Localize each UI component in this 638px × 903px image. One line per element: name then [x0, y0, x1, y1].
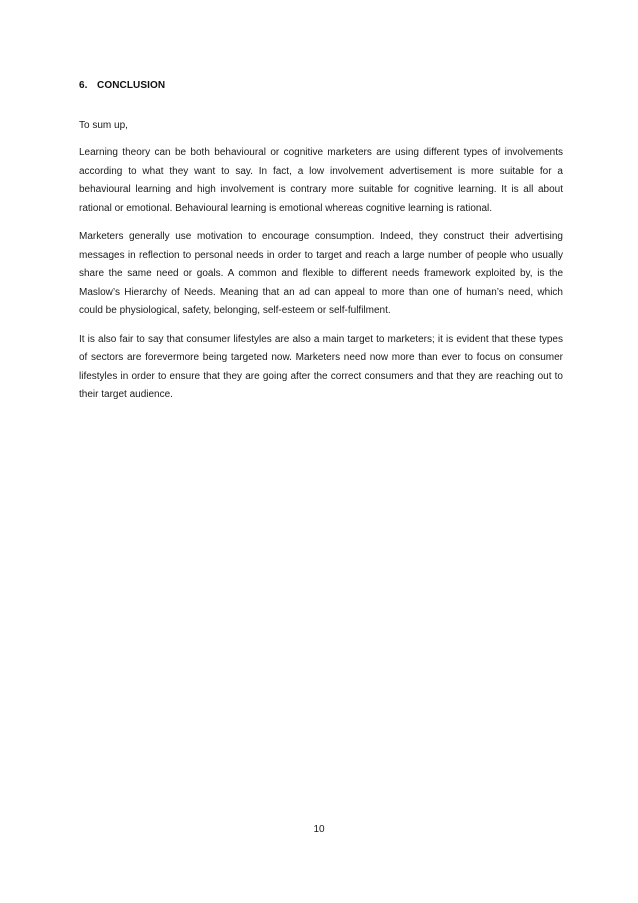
page-content — [79, 79, 563, 405]
intro-text: To sum up, — [79, 120, 128, 131]
paragraph-learning-theory: Learning theory can be both behavioural or cognitive marketers are using different types of involvements according to what they want to say. In fact, a low involvement advertisement is more suitable for a behavioural learning and high involvement is contrary more suitable for cognitive learning. It is all about rational or emotional. Behavioural learning is emotional whereas cognitive learning is rational. — [79, 147, 563, 214]
section-title: CONCLUSION — [97, 80, 166, 91]
paragraph-motivation: Marketers generally use motivation to encourage consumption. Indeed, they construct their advertising messages in reflection to personal needs in order to target and reach a large number of people who usually share the same need or goals. A common and flexible to different needs framework exploited by, is the Maslow’s Hierarchy of Needs. Meaning that an ad can appeal to more than one of human’s need, which could be physiological, safety, belonging, self-esteem or self-fulfilment. — [79, 231, 563, 316]
section-heading — [79, 79, 563, 93]
paragraph-lifestyles: It is also fair to say that consumer lifestyles are also a main target to marketers; it is evident that these types of sectors are forevermore being targeted now. Marketers need now more than ever to focus on consumer lifestyles in order to ensure that they are going after the correct consumers and that they are reaching out to their target audience. — [79, 333, 563, 400]
section-number: 6. — [79, 80, 88, 91]
page-number: 10 — [313, 824, 325, 835]
